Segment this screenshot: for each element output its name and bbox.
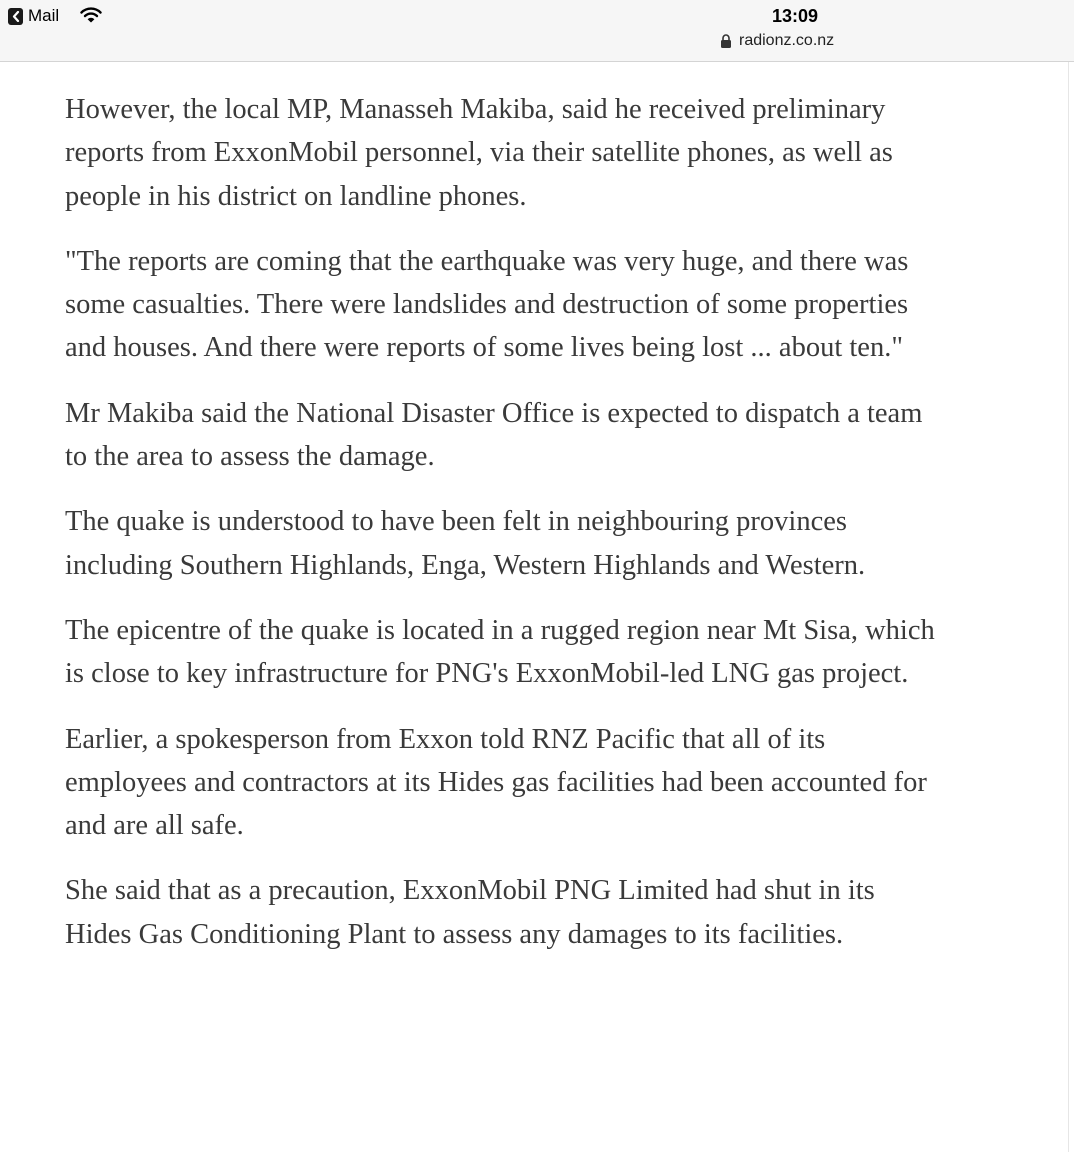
scrollbar-track[interactable] bbox=[1068, 62, 1069, 1152]
chevron-left-icon bbox=[8, 8, 23, 25]
article-paragraph: She said that as a precaution, ExxonMobil PNG Limited had shut in its Hides Gas Conditioning Plant to assess any damages to its facilities. bbox=[65, 875, 875, 950]
article-paragraph: Mr Makiba said the National Disaster Office is expected to dispatch a team to the area to assess the damage. bbox=[65, 397, 923, 473]
article-body bbox=[65, 88, 945, 978]
url-text: radionz.co.nz bbox=[739, 32, 835, 49]
article-paragraph: The quake is understood to have been felt in neighbouring provinces including Southern Highlands, Enga, Western Highlands and Western. bbox=[65, 506, 866, 581]
lock-icon bbox=[720, 34, 732, 48]
article-paragraph: The epicentre of the quake is located in a rugged region near Mt Sisa, which is close to key infrastructure for PNG's ExxonMobil-led LNG gas project. bbox=[65, 614, 935, 690]
back-to-mail-button[interactable] bbox=[8, 6, 59, 26]
article-paragraph: Earlier, a spokesperson from Exxon told RNZ Pacific that all of its employees and contractors at its Hides gas facilities had been accounted for and are all safe. bbox=[65, 723, 927, 842]
article-paragraph: "The reports are coming that the earthquake was very huge, and there was some casualties. There were landslides and destruction of some properties and houses. And there were reports of some lives being lost ... about ten." bbox=[65, 245, 909, 364]
address-bar[interactable] bbox=[720, 30, 834, 52]
back-app-label: Mail bbox=[28, 6, 60, 25]
wifi-icon bbox=[80, 7, 102, 23]
article-paragraph: However, the local MP, Manasseh Makiba, said he received preliminary reports from ExxonMobil personnel, via their satellite phones, as well as people in his district on landline phones. bbox=[65, 94, 893, 212]
status-bar bbox=[0, 0, 1074, 62]
status-time: 13:09 bbox=[771, 6, 819, 26]
